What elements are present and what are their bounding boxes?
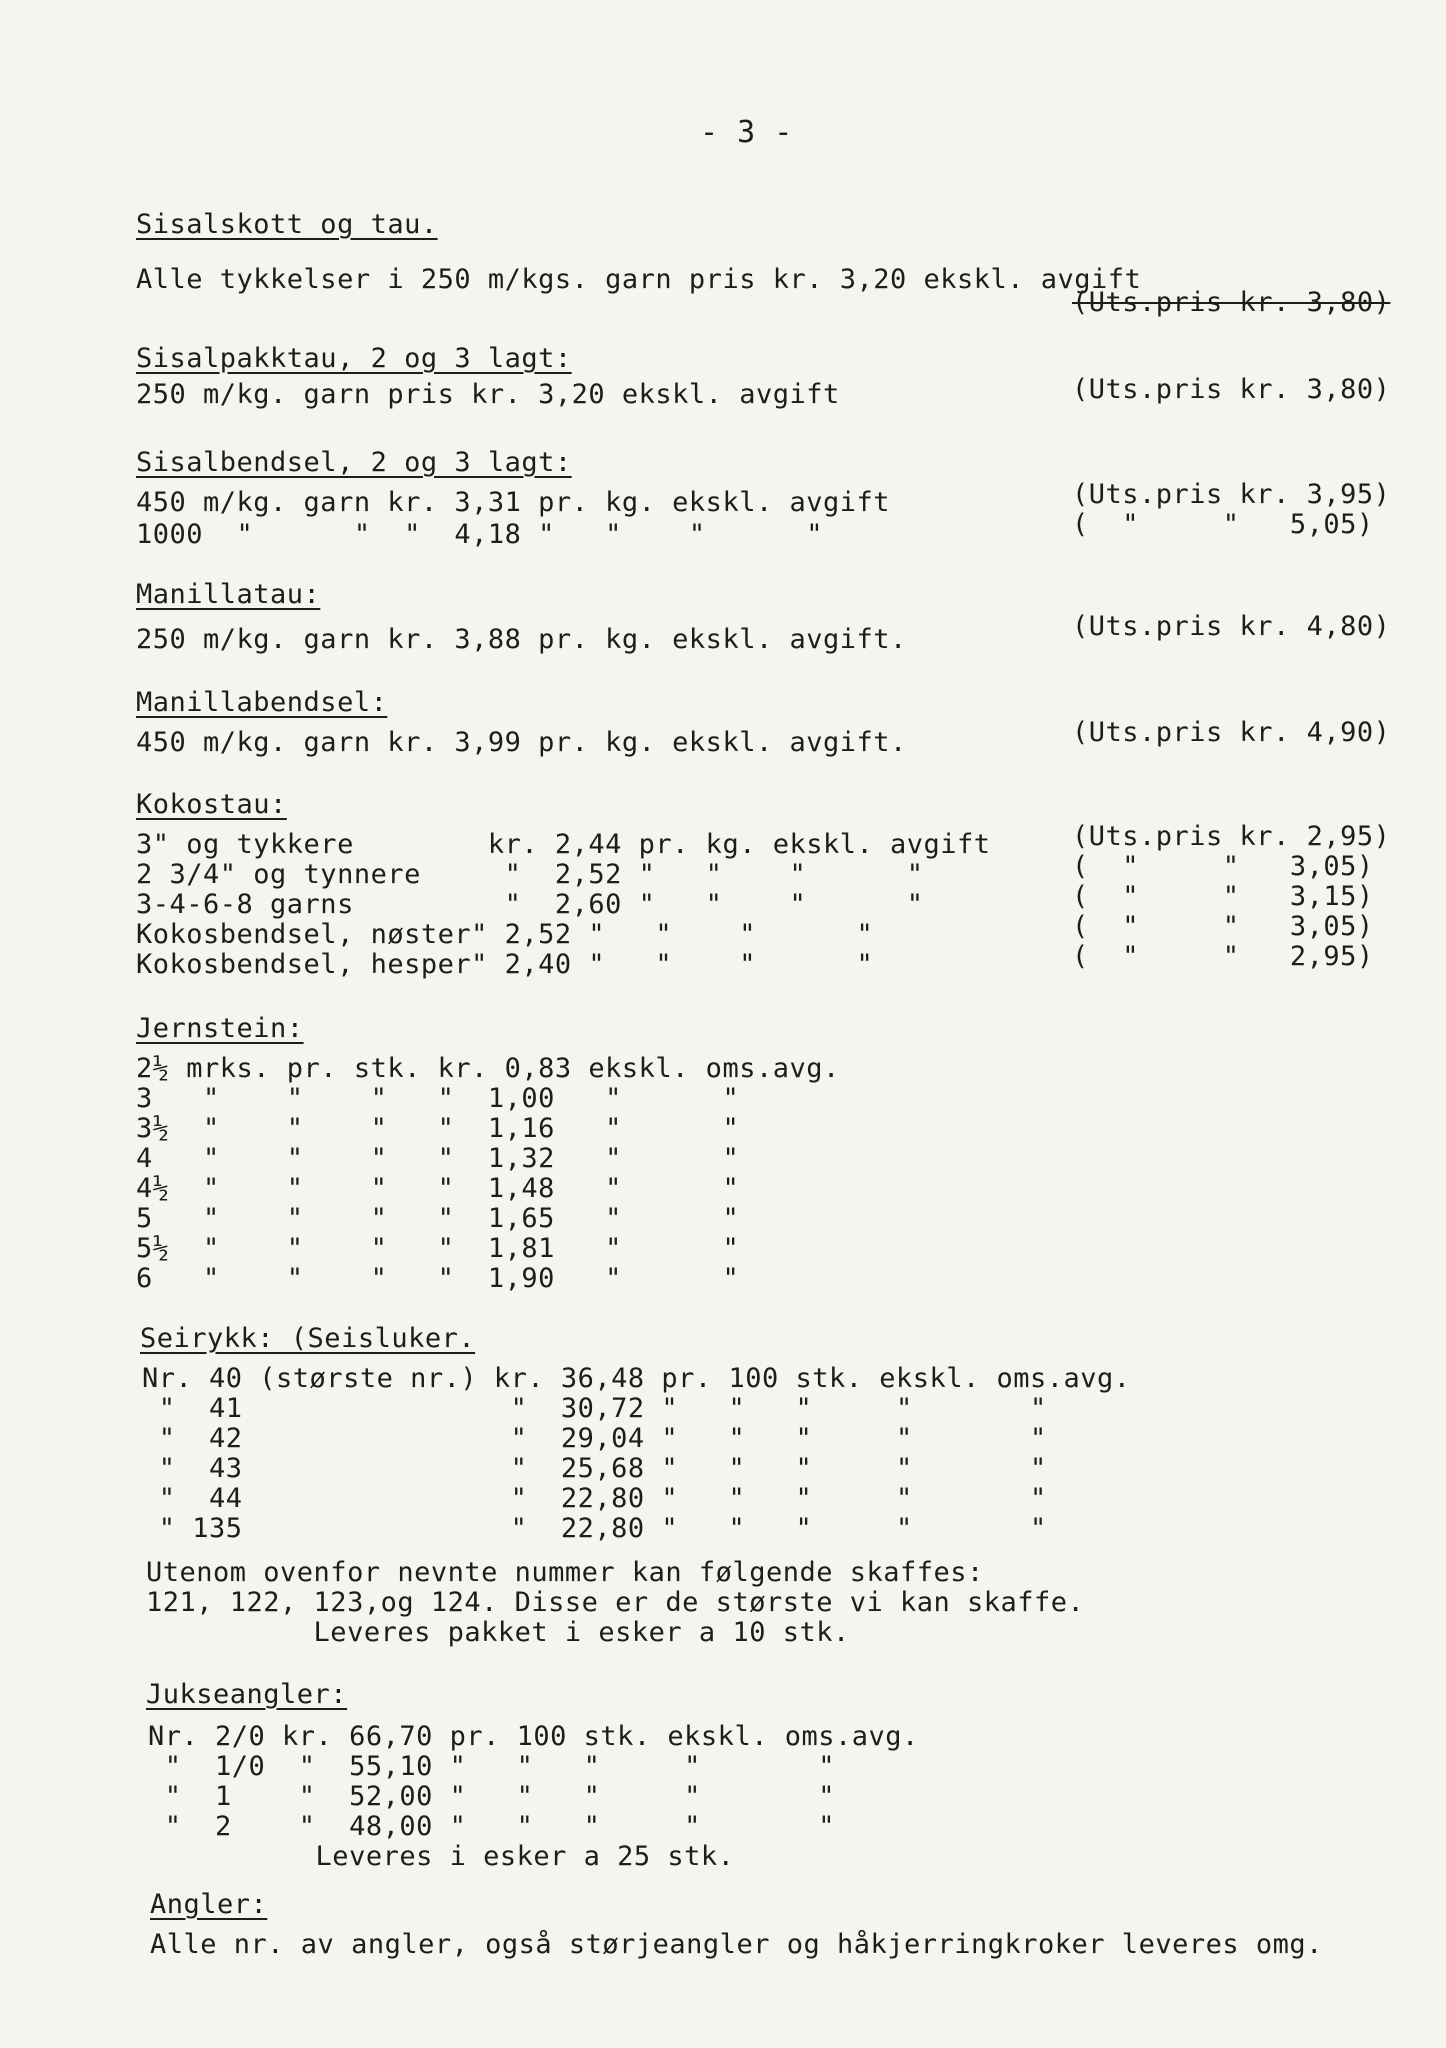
seirykk-line-1: Nr. 40 (største nr.) kr. 36,48 pr. 100 stk. ekskl. oms.avg.	[142, 1363, 1131, 1394]
heading-jukseangler: Jukseangler:	[146, 1679, 348, 1710]
manillabendsel-uts: (Uts.pris kr. 4,90)	[1072, 717, 1391, 748]
sisalskott-line: Alle tykkelser i 250 m/kgs. garn pris kr. 3,20 ekskl. avgift	[136, 264, 1142, 295]
seirykk-line-2: " 41 " 30,72 " " " " "	[142, 1393, 1047, 1424]
jernstein-line-2: 3 " " " " 1,00 " "	[136, 1083, 740, 1114]
seirykk-line-6: " 135 " 22,80 " " " " "	[142, 1513, 1047, 1544]
kokostau-line-3: 3-4-6-8 garns " 2,60 " " " "	[136, 889, 924, 920]
heading-kokostau: Kokostau:	[136, 789, 287, 820]
manillatau-line: 250 m/kg. garn kr. 3,88 pr. kg. ekskl. avgift.	[136, 624, 907, 655]
heading-jernstein: Jernstein:	[136, 1013, 304, 1044]
sisalbendsel-line-1: 450 m/kg. garn kr. 3,31 pr. kg. ekskl. avgift	[136, 487, 890, 518]
jukseangler-note: Leveres i esker a 25 stk.	[148, 1841, 735, 1872]
sisalbendsel-line-2: 1000 " " " 4,18 " " " "	[136, 519, 823, 550]
jernstein-line-4: 4 " " " " 1,32 " "	[136, 1143, 740, 1174]
angler-line: Alle nr. av angler, også størjeangler og håkjerringkroker leveres omg.	[150, 1929, 1323, 1960]
kokostau-line-1: 3" og tykkere kr. 2,44 pr. kg. ekskl. avgift	[136, 829, 991, 860]
jernstein-line-8: 6 " " " " 1,90 " "	[136, 1263, 740, 1294]
jukseangler-line-3: " 1 " 52,00 " " " " "	[148, 1781, 835, 1812]
jernstein-line-5: 4½ " " " " 1,48 " "	[136, 1173, 740, 1204]
sisalskott-uts: (Uts.pris kr. 3,80)	[1072, 287, 1391, 318]
page-number: - 3 -	[700, 115, 793, 150]
heading-sisalskott: Sisalskott og tau.	[136, 209, 438, 240]
seirykk-note-3: Leveres pakket i esker a 10 stk.	[146, 1617, 850, 1648]
heading-manillatau: Manillatau:	[136, 579, 321, 610]
jukseangler-line-1: Nr. 2/0 kr. 66,70 pr. 100 stk. ekskl. oms.avg.	[148, 1721, 919, 1752]
sisalpakktau-uts: (Uts.pris kr. 3,80)	[1072, 374, 1391, 405]
seirykk-note-1: Utenom ovenfor nevnte nummer kan følgende skaffes:	[146, 1557, 984, 1588]
seirykk-line-4: " 43 " 25,68 " " " " "	[142, 1453, 1047, 1484]
seirykk-line-5: " 44 " 22,80 " " " " "	[142, 1483, 1047, 1514]
heading-manillabendsel: Manillabendsel:	[136, 687, 388, 718]
heading-angler: Angler:	[150, 1889, 268, 1920]
kokostau-uts-1: (Uts.pris kr. 2,95)	[1072, 821, 1391, 852]
kokostau-uts-5: ( " " 2,95)	[1072, 941, 1374, 972]
manillabendsel-line: 450 m/kg. garn kr. 3,99 pr. kg. ekskl. avgift.	[136, 727, 907, 758]
heading-seirykk: Seirykk: (Seisluker.	[140, 1323, 476, 1354]
sisalbendsel-uts-2: ( " " 5,05)	[1072, 509, 1374, 540]
kokostau-line-2: 2 3/4" og tynnere " 2,52 " " " "	[136, 859, 924, 890]
jukseangler-line-4: " 2 " 48,00 " " " " "	[148, 1811, 835, 1842]
kokostau-uts-3: ( " " 3,15)	[1072, 881, 1374, 912]
kokostau-line-4: Kokosbendsel, nøster" 2,52 " " " "	[136, 919, 874, 950]
kokostau-line-5: Kokosbendsel, hesper" 2,40 " " " "	[136, 949, 874, 980]
jernstein-line-6: 5 " " " " 1,65 " "	[136, 1203, 740, 1234]
jukseangler-line-2: " 1/0 " 55,10 " " " " "	[148, 1751, 835, 1782]
sisalpakktau-line: 250 m/kg. garn pris kr. 3,20 ekskl. avgift	[136, 379, 840, 410]
jernstein-line-3: 3½ " " " " 1,16 " "	[136, 1113, 740, 1144]
jernstein-line-7: 5½ " " " " 1,81 " "	[136, 1233, 740, 1264]
seirykk-note-2: 121, 122, 123,og 124. Disse er de største vi kan skaffe.	[146, 1587, 1085, 1618]
kokostau-uts-4: ( " " 3,05)	[1072, 911, 1374, 942]
kokostau-uts-2: ( " " 3,05)	[1072, 851, 1374, 882]
heading-sisalpakktau: Sisalpakktau, 2 og 3 lagt:	[136, 343, 572, 374]
sisalbendsel-uts-1: (Uts.pris kr. 3,95)	[1072, 479, 1391, 510]
heading-sisalbendsel: Sisalbendsel, 2 og 3 lagt:	[136, 447, 572, 478]
manillatau-uts: (Uts.pris kr. 4,80)	[1072, 611, 1391, 642]
seirykk-line-3: " 42 " 29,04 " " " " "	[142, 1423, 1047, 1454]
jernstein-line-1: 2½ mrks. pr. stk. kr. 0,83 ekskl. oms.avg.	[136, 1053, 840, 1084]
